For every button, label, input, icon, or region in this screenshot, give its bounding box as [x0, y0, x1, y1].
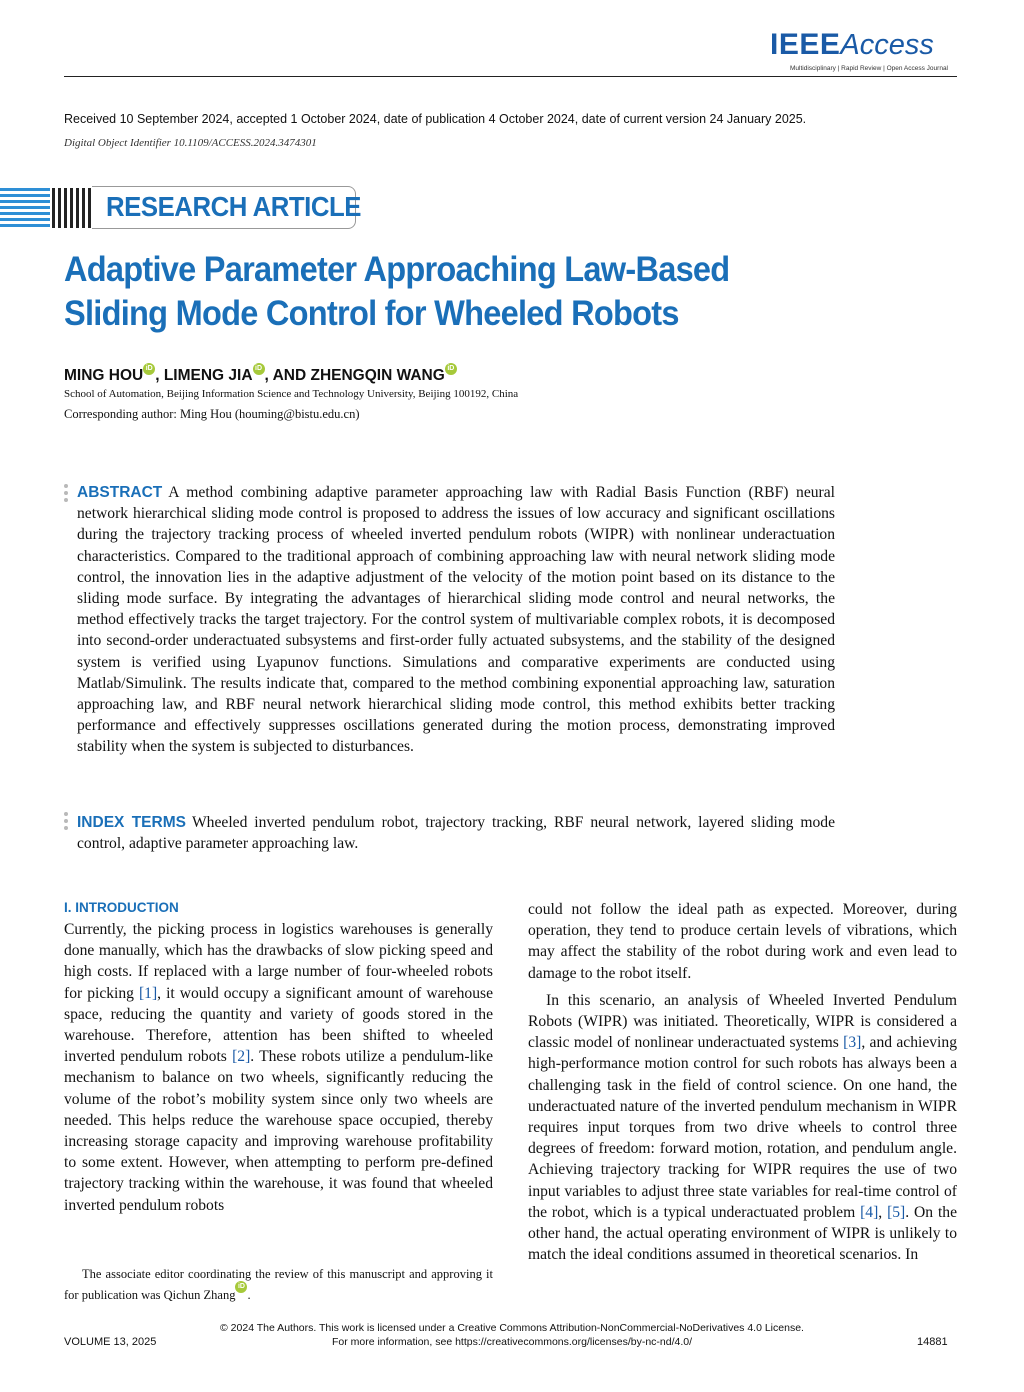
intro-paragraph-2 — [528, 990, 957, 1266]
publication-dates: Received 10 September 2024, accepted 1 October 2024, date of publication 4 October 2024, date of current version 24 January 2025. — [64, 112, 807, 126]
paper-title — [64, 248, 964, 336]
index-terms-text: Wheeled inverted pendulum robot, trajectory tracking, RBF neural network, layered sliding mode control, adaptive parameter approaching law. — [77, 814, 835, 853]
body-text: , — [878, 1203, 888, 1221]
citation-link[interactable]: [3] — [843, 1034, 862, 1052]
editor-footnote — [64, 1264, 493, 1306]
title-line-1: Adaptive Parameter Approaching Law-Based — [64, 250, 730, 289]
author-3: , AND ZHENGQIN WANG — [264, 367, 445, 384]
footnote-text: The associate editor coordinating the review of this manuscript and approving it for publication was Qichun Zhang — [64, 1267, 493, 1302]
citation-link[interactable]: [1] — [138, 984, 158, 1002]
body-text: , it would occupy a significant amount of warehouse space, reducing the quantity and variety of goods stored in the warehouse. Therefore, attention has been shifted to wheeled inverted pendulum robots — [64, 984, 493, 1066]
body-text: Currently, the picking process in logistics warehouses is generally done manually, which has the drawbacks of slow picking speed and high costs. If replaced with a large number of four-wheeled robots for picking — [64, 921, 493, 1002]
intro-paragraph-cont: could not follow the ideal path as expected. Moreover, during operation, they tend to produce certain levels of vibrations, which may affect the stability of the robot during work and even lead to damage to the robot itself. — [528, 901, 957, 982]
page-number: 14881 — [917, 1336, 948, 1348]
author-list — [64, 367, 457, 385]
volume-label: VOLUME 13, 2025 — [64, 1336, 157, 1348]
orcid-icon[interactable]: iD — [143, 363, 155, 375]
logo-tagline: Multidisciplinary | Rapid Review | Open Access Journal — [790, 65, 948, 72]
abstract-text: A method combining adaptive parameter approaching law with Radial Basis Function (RBF) neural network hierarchical sliding mode control is proposed to address the issues of low accuracy and significant oscillations during the trajectory tracking process of wheeled inverted pendulum robots (WIPR) with nonlinear underactuation characteristics. Compared to the traditional approach of combining approaching law with neural network sliding mode control, the innovation lies in the adaptive adjustment of the velocity of the motion point based on its distance to the sliding mode surface. By integrating the advantages of hierarchical sliding mode control and neural networks, the method effectively tracks the target trajectory. For the control system of multivariable complex robots, it is decomposed into second-order underactuated subsystems and first-order fully actuated subsystems, and the stability of the designed system is verified using Lyapunov functions. Simulations and comparative experiments are conducted using Matlab/Simulink. The results indicate that, compared to the method combining exponential approaching law, saturation approaching law, and RBF neural network hierarchical sliding mode control, this method exhibits better tracking performance and effectively suppresses oscillations generated during the motion process, demonstrating improved stability when the system is subjected to disturbances. — [77, 484, 835, 756]
corresponding-author: Corresponding author: Ming Hou (houming@bistu.edu.cn) — [64, 407, 360, 421]
body-text: . On the other hand, the actual operating environment of WIPR is unlikely to match the ideal conditions assumed in theoretical scenarios. In — [528, 1203, 957, 1264]
citation-link[interactable]: [2] — [232, 1048, 251, 1066]
body-text: In this scenario, an analysis of Wheeled Inverted Pendulum Robots (WIPR) was initiated. Theoretically, WIPR is considered a classic model of nonlinear underactuated systems — [528, 991, 957, 1052]
index-terms-dots-icon — [64, 812, 68, 833]
logo-ieee-text: IEEE — [770, 28, 841, 61]
abstract — [77, 482, 835, 758]
citation-link[interactable]: [5] — [887, 1203, 906, 1221]
affiliation: School of Automation, Beijing Information Science and Technology University, Beijing 100192, China — [64, 388, 519, 400]
section-heading-introduction: I. INTRODUCTION — [64, 900, 179, 915]
index-terms-label: INDEX TERMS — [77, 814, 186, 831]
index-terms — [77, 812, 835, 854]
orcid-icon[interactable]: iD — [253, 363, 265, 375]
footnote-end: . — [247, 1288, 251, 1302]
title-line-2: Sliding Mode Control for Wheeled Robots — [64, 294, 679, 333]
orcid-icon[interactable]: iD — [445, 363, 457, 375]
body-text: , and achieving high-performance motion control for such robots has always been a challenging task in the field of control science. On one hand, the underactuated nature of the inverted pendulum mechanism in WIPR requires input torques from two drive wheels to control three degrees of freedom: forward motion, rotation, and pendulum angle. Achieving trajectory tracking for WIPR requires the use of two input variables to adjust three state variables for real-time control of the robot, which is a typical underactuated problem — [528, 1034, 957, 1221]
logo-access-text: Access — [840, 29, 934, 61]
orcid-icon[interactable]: iD — [235, 1281, 247, 1293]
license-line-1: © 2024 The Authors. This work is licensed under a Creative Commons Attribution-NonCommercial-NoDerivatives 4.0 License. — [220, 1322, 804, 1334]
badge-bars-graphic — [52, 188, 92, 228]
right-column — [528, 899, 957, 1265]
author-1: MING HOU — [64, 367, 144, 384]
citation-link[interactable]: [4] — [860, 1203, 879, 1221]
body-text: . These robots utilize a pendulum-like mechanism to balance on two wheels, significantly reducing the volume of the robot’s mobility system since only two wheels are needed. This helps reduce the warehouse space occupied, thereby increasing storage capacity and improving warehouse profitability to some extent. However, when attempting to perform pre-defined trajectory tracking within the warehouse, it was found that wheeled inverted pendulum robots — [64, 1048, 493, 1214]
article-type-label: RESEARCH ARTICLE — [106, 191, 362, 222]
badge-stripes-graphic — [0, 186, 50, 232]
header-divider — [64, 76, 957, 77]
ieee-access-logo — [770, 28, 960, 76]
intro-paragraph-1 — [64, 919, 493, 1216]
abstract-dots-icon — [64, 484, 68, 505]
left-column — [64, 919, 493, 1216]
author-2: , LIMENG JIA — [155, 367, 253, 384]
abstract-label: ABSTRACT — [77, 484, 163, 501]
doi: Digital Object Identifier 10.1109/ACCESS.2024.3474301 — [64, 137, 317, 149]
license-line-2[interactable]: For more information, see https://creativecommons.org/licenses/by-nc-nd/4.0/ — [331, 1336, 693, 1348]
